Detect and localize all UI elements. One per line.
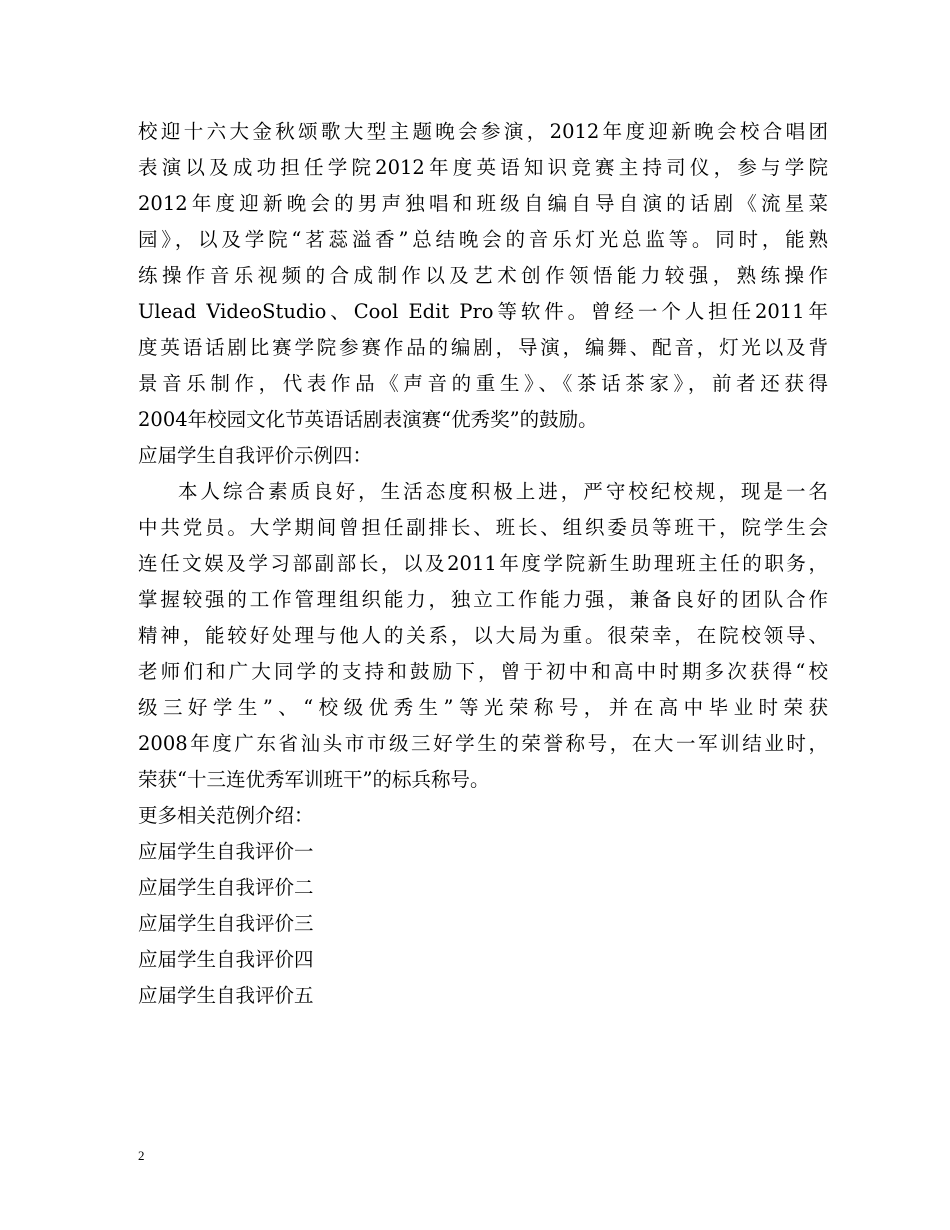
example4-heading: 应届学生自我评价示例四： bbox=[138, 444, 373, 467]
paragraph-line: 连任文娱及学习部副部长，以及2011年度学院新生助理班主任的职务， bbox=[138, 552, 828, 575]
document-body bbox=[138, 114, 828, 1014]
page-number: 2 bbox=[138, 1148, 145, 1163]
paragraph-line: 度英语话剧比赛学院参赛作品的编剧，导演，编舞、配音，灯光以及背 bbox=[138, 336, 828, 359]
paragraph-line: 荣获“十三连优秀军训班干”的标兵称号。 bbox=[138, 768, 490, 791]
paragraph-line: 2004年校园文化节英语话剧表演赛“优秀奖”的鼓励。 bbox=[138, 408, 598, 431]
paragraph-line: Ulead VideoStudio、Cool Edit Pro等软件。曾经一个人担任2011年 bbox=[138, 300, 828, 323]
paragraph-line: 景音乐制作，代表作品《声音的重生》、《茶话茶家》，前者还获得 bbox=[138, 372, 828, 395]
paragraph-line: 级三好学生”、“校级优秀生”等光荣称号，并在高中毕业时荣获 bbox=[138, 696, 828, 719]
example4-paragraph bbox=[138, 474, 828, 798]
related-link-4[interactable]: 应届学生自我评价四 bbox=[138, 948, 314, 971]
paragraph-line: 2012年度迎新晚会的男声独唱和班级自编自导自演的话剧《流星菜 bbox=[138, 192, 828, 215]
paragraph-line: 老师们和广大同学的支持和鼓励下，曾于初中和高中时期多次获得“校 bbox=[138, 660, 828, 683]
paragraph-line: 中共党员。大学期间曾担任副排长、班长、组织委员等班干，院学生会 bbox=[138, 516, 828, 539]
related-link-2[interactable]: 应届学生自我评价二 bbox=[138, 876, 314, 899]
related-link-1[interactable]: 应届学生自我评价一 bbox=[138, 840, 314, 863]
paragraph-line: 本人综合素质良好，生活态度积极上进，严守校纪校规，现是一名 bbox=[178, 480, 828, 503]
more-examples-heading: 更多相关范例介绍： bbox=[138, 804, 314, 827]
paragraph-line: 掌握较强的工作管理组织能力，独立工作能力强，兼备良好的团队合作 bbox=[138, 588, 828, 611]
paragraph-line: 2008年度广东省汕头市市级三好学生的荣誉称号，在大一军训结业时， bbox=[138, 732, 828, 755]
continued-paragraph bbox=[138, 114, 828, 438]
paragraph-line: 精神，能较好处理与他人的关系，以大局为重。很荣幸，在院校领导、 bbox=[138, 624, 828, 647]
paragraph-line: 练操作音乐视频的合成制作以及艺术创作领悟能力较强，熟练操作 bbox=[138, 264, 828, 287]
paragraph-line: 校迎十六大金秋颂歌大型主题晚会参演，2012年度迎新晚会校合唱团 bbox=[138, 120, 828, 143]
paragraph-line: 表演以及成功担任学院2012年度英语知识竞赛主持司仪，参与学院 bbox=[138, 156, 828, 179]
paragraph-line: 园》，以及学院“茗蕊溢香”总结晚会的音乐灯光总监等。同时，能熟 bbox=[138, 228, 828, 251]
related-link-5[interactable]: 应届学生自我评价五 bbox=[138, 984, 314, 1007]
related-link-3[interactable]: 应届学生自我评价三 bbox=[138, 912, 314, 935]
related-links-list bbox=[138, 834, 828, 1014]
